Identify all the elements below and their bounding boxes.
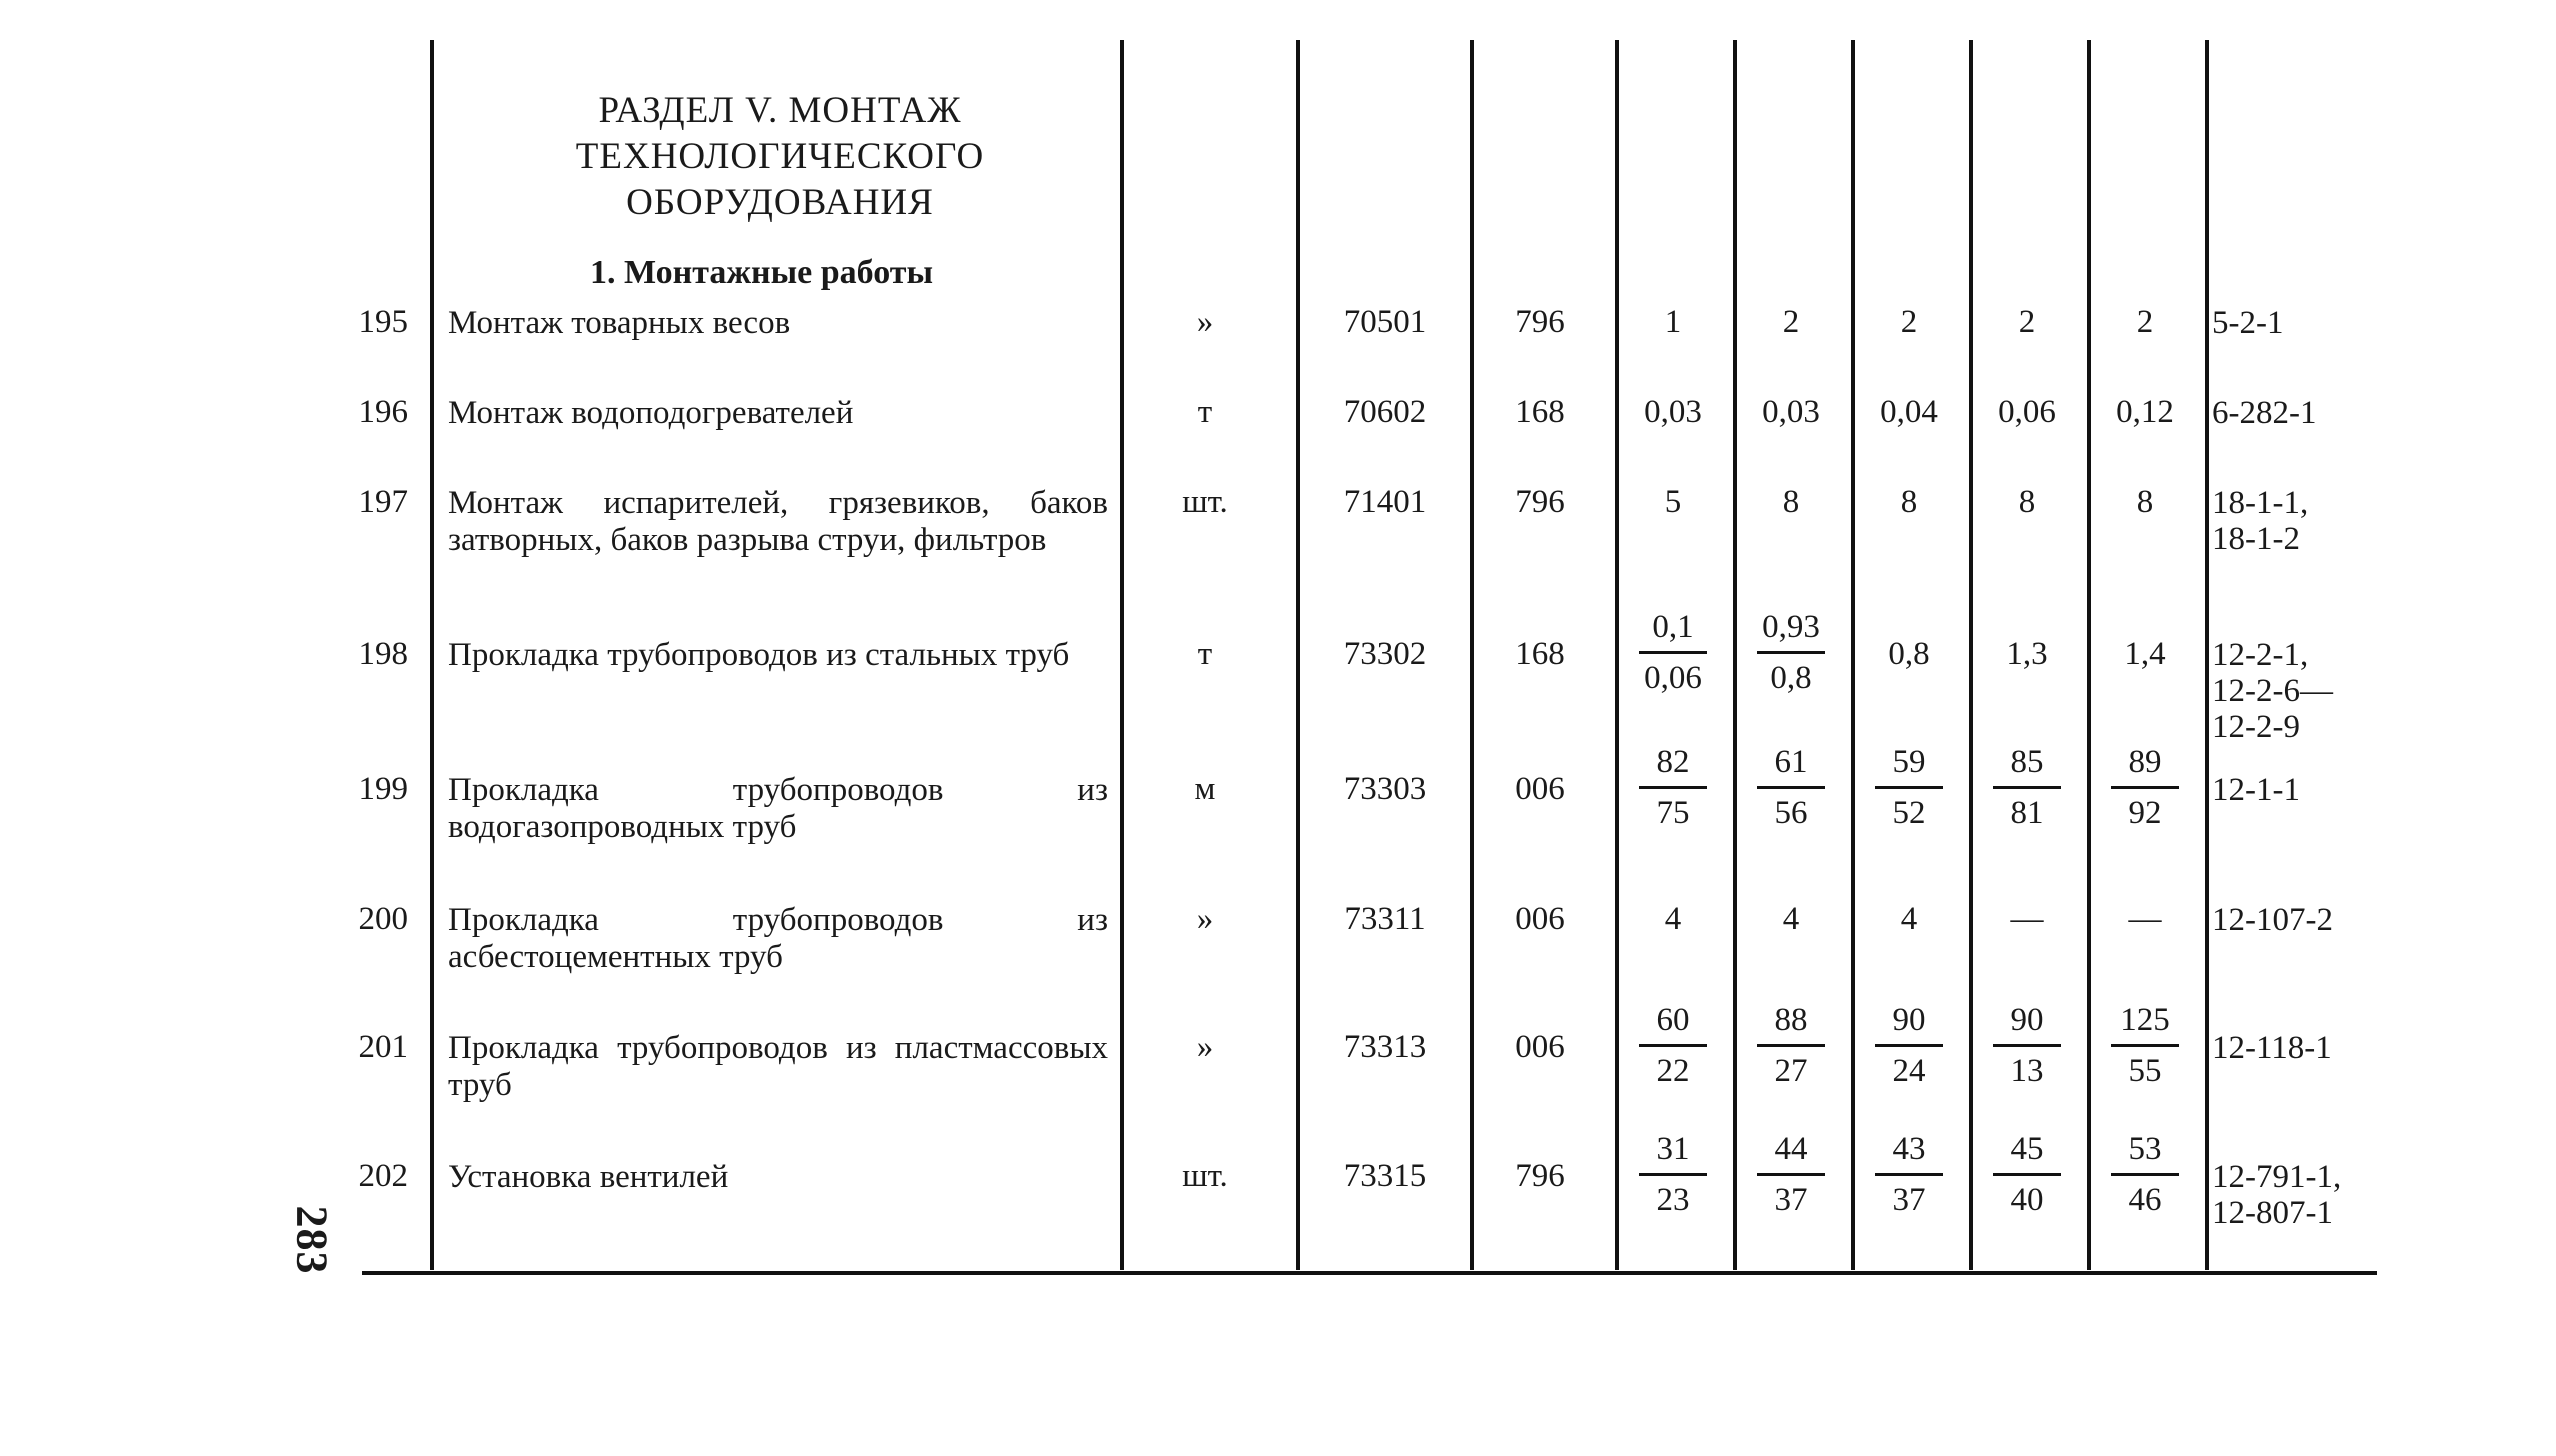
fraction-value bbox=[2089, 1129, 2201, 1220]
row-value: 2 bbox=[2136, 304, 2154, 340]
row-unit: т bbox=[1197, 636, 1213, 672]
fraction-value bbox=[2089, 742, 2201, 833]
row-reference: 12-118-1 bbox=[2212, 1030, 2332, 1066]
row-value: 8 bbox=[2018, 484, 2036, 520]
fraction-denominator: 81 bbox=[2010, 795, 2044, 831]
fraction-value bbox=[1971, 1000, 2083, 1091]
row-reference: 12-2-1, 12-2-6— 12-2-9 bbox=[2212, 637, 2333, 745]
row-description: Прокладка трубопроводов из асбестоцементных труб bbox=[448, 902, 1108, 975]
column-rule bbox=[1296, 40, 1300, 1270]
row-value: 8 bbox=[1782, 484, 1800, 520]
row-description: Прокладка трубопроводов из стальных труб bbox=[448, 637, 1070, 673]
fraction-bar bbox=[1757, 1173, 1825, 1176]
row-code: 70501 bbox=[1343, 304, 1427, 340]
fraction-value bbox=[1617, 1129, 1729, 1220]
column-rule bbox=[1470, 40, 1474, 1270]
fraction-numerator: 60 bbox=[1656, 1002, 1690, 1038]
row-description: Монтаж испарителей, грязевиков, баков затворных, баков разрыва струи, фильтров bbox=[448, 485, 1108, 558]
page-number: 283 bbox=[287, 1205, 337, 1275]
section-title-line: ТЕХНОЛОГИЧЕСКОГО bbox=[575, 136, 985, 177]
fraction-value bbox=[1971, 1129, 2083, 1220]
row-code: 71401 bbox=[1343, 484, 1427, 520]
row-unit-code: 796 bbox=[1515, 1158, 1565, 1194]
row-reference: 12-107-2 bbox=[2212, 902, 2333, 938]
row-value: 8 bbox=[2136, 484, 2154, 520]
fraction-bar bbox=[1875, 1173, 1943, 1176]
row-value: 4 bbox=[1782, 901, 1800, 937]
row-value: 0,8 bbox=[1888, 636, 1930, 672]
fraction-value bbox=[1735, 607, 1847, 698]
fraction-denominator: 23 bbox=[1656, 1182, 1690, 1218]
row-value: — bbox=[2010, 901, 2044, 937]
fraction-denominator: 27 bbox=[1774, 1053, 1808, 1089]
row-value: — bbox=[2128, 901, 2162, 937]
fraction-value bbox=[1735, 1129, 1847, 1220]
fraction-numerator: 45 bbox=[2010, 1131, 2044, 1167]
row-value: 0,03 bbox=[1762, 394, 1820, 430]
fraction-denominator: 24 bbox=[1892, 1053, 1926, 1089]
row-value: 4 bbox=[1900, 901, 1918, 937]
row-number: 200 bbox=[358, 901, 408, 937]
row-value: 1 bbox=[1664, 304, 1682, 340]
fraction-denominator: 22 bbox=[1656, 1053, 1690, 1089]
fraction-denominator: 37 bbox=[1774, 1182, 1808, 1218]
fraction-numerator: 53 bbox=[2128, 1131, 2162, 1167]
row-value: 0,12 bbox=[2116, 394, 2174, 430]
fraction-numerator: 90 bbox=[2010, 1002, 2044, 1038]
fraction-numerator: 90 bbox=[1892, 1002, 1926, 1038]
fraction-bar bbox=[1757, 1044, 1825, 1047]
fraction-numerator: 61 bbox=[1774, 744, 1808, 780]
fraction-bar bbox=[2111, 786, 2179, 789]
row-unit-code: 006 bbox=[1515, 901, 1565, 937]
row-unit: шт. bbox=[1182, 484, 1228, 520]
fraction-value bbox=[1853, 1129, 1965, 1220]
row-code: 73315 bbox=[1343, 1158, 1427, 1194]
row-unit-code: 006 bbox=[1515, 771, 1565, 807]
row-number: 195 bbox=[358, 304, 408, 340]
row-value: 0,06 bbox=[1998, 394, 2056, 430]
row-value: 0,03 bbox=[1644, 394, 1702, 430]
fraction-denominator: 0,06 bbox=[1644, 660, 1702, 696]
row-number: 202 bbox=[358, 1158, 408, 1194]
row-value: 2 bbox=[2018, 304, 2036, 340]
section-title-line: РАЗДЕЛ V. МОНТАЖ bbox=[598, 90, 962, 131]
row-unit-code: 006 bbox=[1515, 1029, 1565, 1065]
row-unit-code: 168 bbox=[1515, 394, 1565, 430]
row-unit-code: 168 bbox=[1515, 636, 1565, 672]
row-number: 197 bbox=[358, 484, 408, 520]
row-code: 73302 bbox=[1343, 636, 1427, 672]
row-description: Прокладка трубопроводов из пластмассовых труб bbox=[448, 1030, 1108, 1103]
row-reference: 12-1-1 bbox=[2212, 772, 2300, 808]
row-unit: » bbox=[1196, 304, 1214, 340]
fraction-bar bbox=[1639, 1173, 1707, 1176]
fraction-numerator: 0,1 bbox=[1652, 609, 1694, 645]
fraction-bar bbox=[1639, 786, 1707, 789]
fraction-bar bbox=[1875, 1044, 1943, 1047]
row-number: 199 bbox=[358, 771, 408, 807]
fraction-bar bbox=[1757, 651, 1825, 654]
row-description: Монтаж водоподогревателей bbox=[448, 395, 854, 431]
fraction-value bbox=[1735, 1000, 1847, 1091]
fraction-bar bbox=[1993, 786, 2061, 789]
fraction-bar bbox=[1639, 1044, 1707, 1047]
row-code: 70602 bbox=[1343, 394, 1427, 430]
fraction-bar bbox=[1993, 1173, 2061, 1176]
column-rule bbox=[1120, 40, 1124, 1270]
row-unit: » bbox=[1196, 1029, 1214, 1065]
fraction-bar bbox=[1757, 786, 1825, 789]
fraction-denominator: 92 bbox=[2128, 795, 2162, 831]
fraction-denominator: 75 bbox=[1656, 795, 1690, 831]
row-description: Прокладка трубопроводов из водогазопроводных труб bbox=[448, 772, 1108, 845]
fraction-denominator: 0,8 bbox=[1770, 660, 1812, 696]
fraction-numerator: 88 bbox=[1774, 1002, 1808, 1038]
row-reference: 5-2-1 bbox=[2212, 305, 2284, 341]
fraction-bar bbox=[1639, 651, 1707, 654]
row-code: 73303 bbox=[1343, 771, 1427, 807]
row-value: 8 bbox=[1900, 484, 1918, 520]
fraction-numerator: 0,93 bbox=[1762, 609, 1820, 645]
row-unit: т bbox=[1197, 394, 1213, 430]
row-value: 1,3 bbox=[2006, 636, 2048, 672]
row-code: 73313 bbox=[1343, 1029, 1427, 1065]
fraction-value bbox=[1971, 742, 2083, 833]
fraction-denominator: 52 bbox=[1892, 795, 1926, 831]
row-value: 4 bbox=[1664, 901, 1682, 937]
fraction-value bbox=[1853, 1000, 1965, 1091]
row-value: 5 bbox=[1664, 484, 1682, 520]
row-value: 2 bbox=[1782, 304, 1800, 340]
fraction-bar bbox=[1875, 786, 1943, 789]
row-unit-code: 796 bbox=[1515, 484, 1565, 520]
fraction-bar bbox=[2111, 1044, 2179, 1047]
section-title bbox=[440, 88, 1120, 226]
fraction-numerator: 125 bbox=[2120, 1002, 2170, 1038]
fraction-value bbox=[1617, 607, 1729, 698]
fraction-numerator: 89 bbox=[2128, 744, 2162, 780]
row-reference: 6-282-1 bbox=[2212, 395, 2317, 431]
row-value: 1,4 bbox=[2124, 636, 2166, 672]
fraction-numerator: 82 bbox=[1656, 744, 1690, 780]
fraction-value bbox=[1735, 742, 1847, 833]
row-description: Монтаж товарных весов bbox=[448, 305, 791, 341]
row-reference: 18-1-1, 18-1-2 bbox=[2212, 485, 2309, 557]
row-number: 196 bbox=[358, 394, 408, 430]
column-rule bbox=[430, 40, 434, 1270]
fraction-denominator: 37 bbox=[1892, 1182, 1926, 1218]
fraction-value bbox=[2089, 1000, 2201, 1091]
fraction-denominator: 56 bbox=[1774, 795, 1808, 831]
fraction-denominator: 46 bbox=[2128, 1182, 2162, 1218]
fraction-bar bbox=[1993, 1044, 2061, 1047]
table-bottom-rule bbox=[362, 1271, 2377, 1275]
row-code: 73311 bbox=[1344, 901, 1426, 937]
row-number: 201 bbox=[358, 1029, 408, 1065]
row-value: 0,04 bbox=[1880, 394, 1938, 430]
fraction-denominator: 55 bbox=[2128, 1053, 2162, 1089]
fraction-numerator: 31 bbox=[1656, 1131, 1690, 1167]
fraction-bar bbox=[2111, 1173, 2179, 1176]
row-number: 198 bbox=[358, 636, 408, 672]
column-rule bbox=[2205, 40, 2209, 1270]
fraction-denominator: 13 bbox=[2010, 1053, 2044, 1089]
fraction-denominator: 40 bbox=[2010, 1182, 2044, 1218]
fraction-value bbox=[1617, 742, 1729, 833]
subsection-title: 1. Монтажные работы bbox=[590, 254, 933, 291]
fraction-value bbox=[1617, 1000, 1729, 1091]
row-description: Установка вентилей bbox=[448, 1159, 729, 1195]
row-reference: 12-791-1, 12-807-1 bbox=[2212, 1159, 2342, 1231]
row-unit-code: 796 bbox=[1515, 304, 1565, 340]
row-unit: м bbox=[1194, 771, 1216, 807]
fraction-numerator: 85 bbox=[2010, 744, 2044, 780]
fraction-numerator: 43 bbox=[1892, 1131, 1926, 1167]
fraction-numerator: 59 bbox=[1892, 744, 1926, 780]
row-unit: шт. bbox=[1182, 1158, 1228, 1194]
row-value: 2 bbox=[1900, 304, 1918, 340]
fraction-numerator: 44 bbox=[1774, 1131, 1808, 1167]
section-title-line: ОБОРУДОВАНИЯ bbox=[626, 182, 934, 223]
fraction-value bbox=[1853, 742, 1965, 833]
row-unit: » bbox=[1196, 901, 1214, 937]
